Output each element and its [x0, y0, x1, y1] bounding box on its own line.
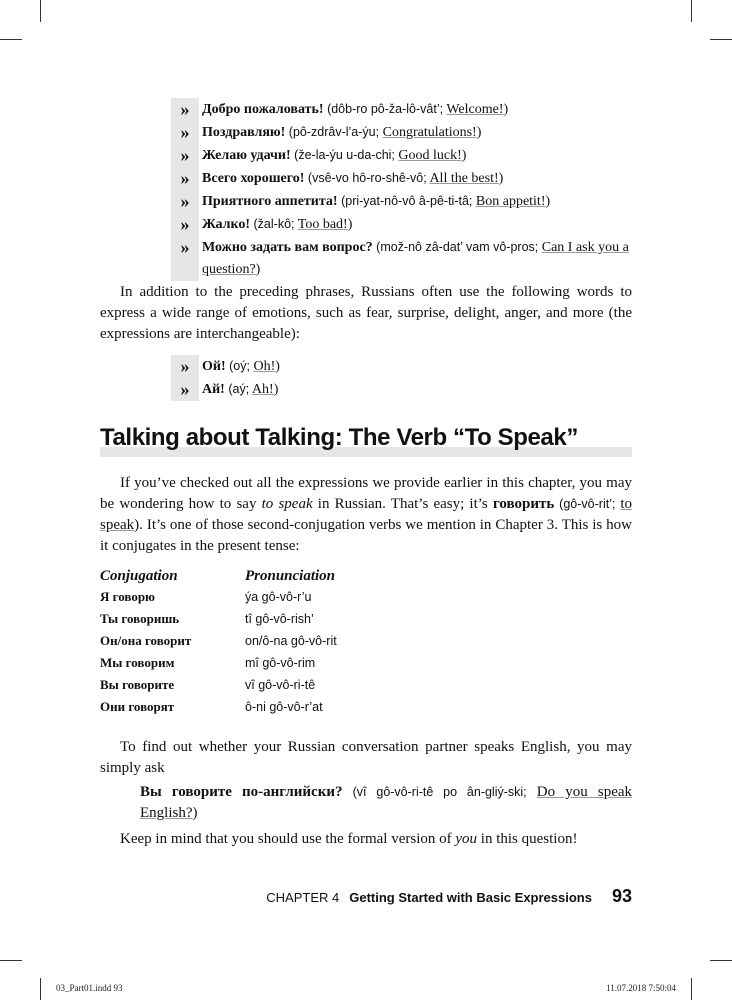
pronunciation: (gô-vô-rit’; — [554, 497, 621, 511]
chapter-label: CHAPTER 4 — [266, 890, 340, 905]
russian-phrase: Желаю удачи! — [202, 148, 291, 163]
page-footer — [266, 886, 632, 907]
translation: Can I ask you a question? — [202, 240, 629, 277]
bullet-marker: » — [180, 99, 190, 119]
translation: Ah! — [251, 382, 274, 397]
russian-phrase: Всего хорошего! — [202, 171, 305, 186]
conjugation-form: Он/она говорит — [100, 633, 192, 648]
crop-mark — [710, 39, 732, 40]
crop-mark — [40, 0, 41, 22]
translation: All the best! — [429, 171, 499, 186]
translation: Welcome! — [446, 102, 504, 117]
bullet-marker: » — [180, 356, 190, 376]
phrase-list — [171, 98, 633, 281]
pronunciation: (že-la-ýu u-da-chi; — [294, 148, 395, 162]
pronunciation: (pô-zdrâv-l’a-ýu; — [288, 125, 380, 139]
list-item: » Всего хорошего! (vsê-vo hô-ro-shê-vô; All the best!) — [171, 167, 633, 190]
page-number: 93 — [611, 886, 632, 906]
pronunciation: (žal-kô; — [253, 217, 295, 231]
list-item: » Жалко! (žal-kô; Too bad!) — [171, 213, 633, 236]
speak-paragraph — [100, 473, 632, 557]
russian-phrase: Ой! — [202, 359, 226, 374]
text-run: in Russian. That’s easy; it’s — [312, 496, 493, 512]
crop-mark — [0, 39, 22, 40]
list-item: » Ой! (oý; Oh!) — [171, 355, 633, 378]
pronunciation: ýa gô-vô-r’u — [245, 590, 312, 604]
list-item: » Добро пожаловать! (dôb-ro pô-ža-lô-vât’; Welcome!) — [171, 98, 633, 121]
table-row — [100, 608, 337, 630]
list-item: » Поздравляю! (pô-zdrâv-l’a-ýu; Congratulations!) — [171, 121, 633, 144]
bullet-marker: » — [180, 379, 190, 399]
text-run: If you’ve checked out all the expressions we provide earlier in this chapter, you may be wondering how to say — [100, 475, 632, 512]
translation: Oh! — [253, 359, 276, 374]
russian-phrase: Вы говорите по-английски? — [140, 784, 343, 800]
text-run: in this question! — [477, 831, 578, 847]
crop-mark — [691, 0, 692, 22]
pronunciation: (vsê-vo hô-ro-shê-vô; — [307, 171, 427, 185]
bullet-marker: » — [180, 122, 190, 142]
pronunciation: mî gô-vô-rim — [245, 656, 316, 670]
crop-mark — [710, 960, 732, 961]
text-run: Keep in mind that you should use the formal version of — [120, 831, 456, 847]
bullet-marker: » — [180, 145, 190, 165]
bullet-marker: » — [180, 237, 190, 257]
conjugation-table — [100, 566, 337, 718]
crop-mark — [40, 978, 41, 1000]
pronunciation: (oý; — [229, 359, 250, 373]
table-header — [100, 566, 337, 586]
bullet-marker: » — [180, 214, 190, 234]
text-run: ). It’s one of those second-conjugation verbs we mention in Chapter 3. This is how it conjugates in the present tense: — [100, 517, 632, 554]
translation: Do you speak English? — [140, 784, 633, 821]
list-item: » Ай! (aý; Ah!) — [171, 378, 633, 401]
translation: Congratulations! — [382, 125, 477, 140]
bullet-marker: » — [180, 191, 190, 211]
translation: Good luck! — [398, 148, 462, 163]
bold-term: говорить — [492, 496, 555, 512]
pronunciation: tî gô-vô-rish’ — [245, 612, 314, 626]
translation: Too bad! — [297, 217, 348, 232]
chapter-title: Getting Started with Basic Expressions — [349, 890, 592, 905]
closing-paragraph — [100, 829, 632, 850]
pronunciation: on/ô-na gô-vô-rit — [245, 634, 337, 648]
conjugation-form: Мы говорим — [100, 655, 175, 670]
ask-paragraph: To find out whether your Russian conversation partner speaks English, you may simply ask — [100, 739, 632, 776]
crop-mark — [0, 960, 22, 961]
russian-phrase: Поздравляю! — [202, 125, 286, 140]
section-heading — [100, 424, 632, 457]
list-item: » Можно задать вам вопрос? (mož-nô zâ-dat’ vam vô-pros; Can I ask you a question?) — [171, 236, 633, 281]
conjugation-form: Вы говорите — [100, 677, 175, 692]
table-row — [100, 696, 337, 718]
list-item: » Приятного аппетита! (pri-yat-nô-vô â-pê-ti-tâ; Bon appetit!) — [171, 190, 633, 213]
pronunciation: (dôb-ro pô-ža-lô-vât’; — [327, 102, 444, 116]
table-row — [100, 630, 337, 652]
slug-filename: 03_Part01.indd 93 — [56, 983, 123, 993]
bullet-marker: » — [180, 168, 190, 188]
conjugation-form: Ты говоришь — [100, 611, 180, 626]
table-row — [100, 652, 337, 674]
translation: Bon appetit! — [475, 194, 546, 209]
list-item: » Желаю удачи! (že-la-ýu u-da-chi; Good luck!) — [171, 144, 633, 167]
slug-timestamp: 11.07.2018 7:50:04 — [606, 983, 676, 993]
ask-example: Вы говорите по-английски? (vî gô-vô-ri-tê po ân-gliý-ski; Do you speak English?) — [140, 784, 633, 821]
russian-phrase: Добро пожаловать! — [202, 102, 324, 117]
pronunciation: ô-ni gô-vô-r’at — [245, 700, 323, 714]
interjection-list — [171, 355, 633, 401]
table-row — [100, 674, 337, 696]
russian-phrase: Жалко! — [202, 217, 251, 232]
section-title: Talking about Talking: The Verb “To Speak” — [100, 424, 578, 451]
russian-phrase: Приятного аппетита! — [202, 194, 338, 209]
italic-term: to speak — [261, 496, 313, 512]
crop-mark — [691, 978, 692, 1000]
translation: to speak — [100, 496, 633, 533]
russian-phrase: Ай! — [202, 382, 225, 397]
pronunciation: (mož-nô zâ-dat’ vam vô-pros; — [376, 240, 539, 254]
pronunciation: (pri-yat-nô-vô â-pê-ti-tâ; — [341, 194, 473, 208]
conjugation-form: Я говорю — [100, 589, 155, 604]
header-pronunciation: Pronunciation — [245, 567, 336, 584]
russian-phrase: Можно задать вам вопрос? — [202, 240, 373, 255]
conjugation-form: Они говорят — [100, 699, 175, 714]
pronunciation: vî gô-vô-ri-tê — [245, 678, 316, 692]
header-conjugation: Conjugation — [100, 567, 178, 584]
pronunciation: (vî gô-vô-ri-tê po ân-gliý-ski; — [352, 785, 527, 799]
table-row — [100, 586, 337, 608]
italic-term: you — [455, 831, 478, 847]
intro-paragraph: In addition to the preceding phrases, Russians often use the following words to express a wide range of emotions, such as fear, surprise, delight, anger, and more (the expressions are interchangeable): — [100, 284, 632, 342]
pronunciation: (aý; — [228, 382, 250, 396]
